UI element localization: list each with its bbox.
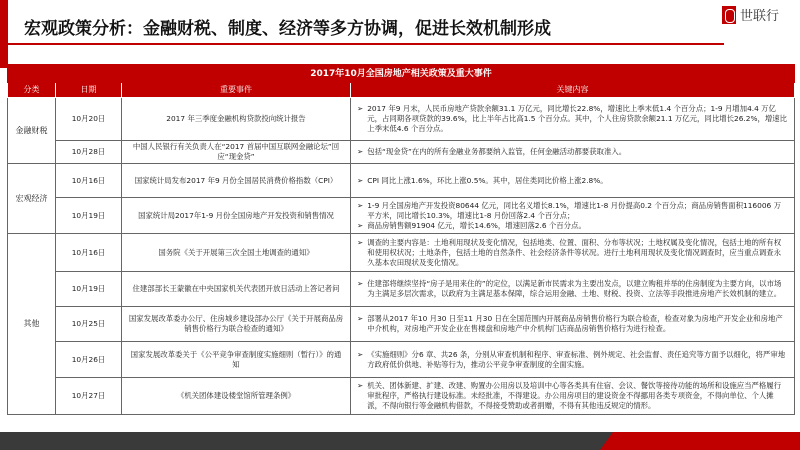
event-cell: 国家统计局发布2017 年9 月份全国居民消费价格指数（CPI） xyxy=(122,164,351,198)
event-cell: 国家发展改革委办公厅、住房城乡建设部办公厅《关于开展商品房销售价格行为联合检查的通知》 xyxy=(122,307,351,342)
bullet-point: ➢ 部署从2017 年10 月30 日至11 月30 日在全国范围内开展商品房销售价格行为联合检查，检查对象为房地产开发企业和房地产中介机构，对房地产开发企业在售楼盘和房地产中介机构门店商品房销售价格行为进行检查。 xyxy=(357,314,783,333)
event-cell: 国务院《关于开展第三次全国土地调查的通知》 xyxy=(122,234,351,272)
column-header-event: 重要事件 xyxy=(122,83,351,98)
content-cell xyxy=(351,272,795,307)
column-header-content: 关键内容 xyxy=(351,83,795,98)
content-cell xyxy=(351,164,795,198)
table-row xyxy=(8,272,795,307)
content-cell xyxy=(351,141,795,164)
date-cell: 10月28日 xyxy=(56,141,122,164)
date-cell: 10月16日 xyxy=(56,164,122,198)
title-underline xyxy=(8,43,724,45)
bullet-point: ➢ 2017 年9 月末，人民币房地产贷款余额31.1 万亿元，同比增长22.8%，增速比上季末低1.4 个百分点；1-9 月增加4.4 万亿元，占同期各项贷款的39.6%，比上半年占比高1.5 个百分点。其中，个人住房贷款余额21.1 万亿元，同比增长26.2%，增速比上季末低4.6 个百分点。 xyxy=(357,104,788,133)
bullet-arrow-icon: ➢ xyxy=(357,381,364,390)
content-cell xyxy=(351,234,795,272)
bullet-point: ➢ 1-9 月全国房地产开发投资80644 亿元，同比名义增长8.1%，增速比1-8 月份提高0.2 个百分点；商品房销售面积116006 万平方米，同比增长10.3%，增速比1-8 月份回落2.4 个百分点； xyxy=(357,200,781,220)
content-cell xyxy=(351,198,795,234)
content-cell xyxy=(351,342,795,378)
category-cell: 宏观经济 xyxy=(8,164,56,234)
bullet-point: ➢ 《实施细则》分6 章、共26 条，分别从审查机制和程序、审查标准、例外规定、社会监督、责任追究等方面予以细化，将严审地方政府低价供地、补贴等行为，推动公平竞争审查制度的全面实施。 xyxy=(357,349,786,369)
table-row xyxy=(8,98,795,141)
event-cell: 《机关团体建设楼堂馆所管理条例》 xyxy=(122,378,351,415)
date-cell: 10月25日 xyxy=(56,307,122,342)
footer-accent xyxy=(600,432,800,450)
bullet-arrow-icon: ➢ xyxy=(357,200,364,210)
bullet-arrow-icon: ➢ xyxy=(357,147,364,156)
bullet-arrow-icon: ➢ xyxy=(357,175,364,185)
column-header-date: 日期 xyxy=(56,83,122,98)
table-row xyxy=(8,198,795,234)
bullet-arrow-icon: ➢ xyxy=(357,237,364,247)
event-cell: 2017 年三季度金融机构贷款投向统计报告 xyxy=(122,98,351,141)
date-cell: 10月27日 xyxy=(56,378,122,415)
date-cell: 10月16日 xyxy=(56,234,122,272)
column-header-category: 分类 xyxy=(8,83,56,98)
bullet-point: ➢ 包括“现金贷”在内的所有金融业务都要纳入监管，任何金融活动都要获取准入。 xyxy=(357,147,627,156)
bullet-arrow-icon: ➢ xyxy=(357,314,364,323)
date-cell: 10月19日 xyxy=(56,272,122,307)
bullet-arrow-icon: ➢ xyxy=(357,279,364,288)
policy-events-table xyxy=(7,64,795,415)
title-accent-bar xyxy=(0,0,8,68)
table-row xyxy=(8,307,795,342)
bullet-point: ➢ 机关、团体新建、扩建、改建、购置办公用房以及培训中心等各类具有住宿、会议、餐饮等接待功能的场所和设施应当严格履行审批程序，严格执行建设标准。未经批准，不得建设。办公用房项目的建设资金不得挪用各类专项资金，不得向单位、个人摊派，不得向银行等金融机构借款，不得接受赞助或者捐赠，不得有其他违反规定的情形。 xyxy=(357,381,782,410)
event-cell: 国家发展改革委关于《公平竞争审查制度实施细则（暂行）》的通知 xyxy=(122,342,351,378)
event-cell: 住建部部长王蒙徽在中央国家机关代表团开放日活动上答记者问 xyxy=(122,272,351,307)
logo-text: 世联行 xyxy=(740,9,780,24)
date-cell: 10月20日 xyxy=(56,98,122,141)
bullet-arrow-icon: ➢ xyxy=(357,220,364,230)
table-row xyxy=(8,234,795,272)
content-cell xyxy=(351,378,795,415)
content-cell xyxy=(351,98,795,141)
date-cell: 10月26日 xyxy=(56,342,122,378)
date-cell: 10月19日 xyxy=(56,198,122,234)
bullet-point: ➢ 商品房销售额91904 亿元，增长14.6%，增速回落2.6 个百分点。 xyxy=(357,220,586,230)
table-row xyxy=(8,141,795,164)
content-cell xyxy=(351,307,795,342)
category-cell: 其他 xyxy=(8,234,56,415)
table-row xyxy=(8,342,795,378)
table-row xyxy=(8,164,795,198)
table-row xyxy=(8,378,795,415)
table-title: 2017年10月全国房地产相关政策及重大事件 xyxy=(8,65,795,83)
event-cell: 国家统计局2017年1-9 月份全国房地产开发投资和销售情况 xyxy=(122,198,351,234)
bullet-point: ➢ CPI 同比上涨1.6%，环比上涨0.5%。其中，居住类同比价格上涨2.8%。 xyxy=(357,175,608,185)
logo xyxy=(722,5,779,24)
bullet-arrow-icon: ➢ xyxy=(357,349,364,359)
bullet-point: ➢ 住建部将继续坚持“房子是用来住的”的定位，以满足新市民需求为主要出发点，以建立购租并举的住房制度为主要方向，以市场为主满足多层次需求，以政府为主满足基本保障，综合运用金融、土地、财税、投资、立法等手段推进房地产长效机制的建立。 xyxy=(357,279,782,298)
page-title: 宏观政策分析：金融财税、制度、经济等多方协调，促进长效机制形成 xyxy=(24,19,551,39)
bullet-arrow-icon: ➢ xyxy=(357,104,364,113)
category-cell: 金融财税 xyxy=(8,98,56,164)
logo-icon xyxy=(722,6,736,24)
event-cell: 中国人民银行有关负责人在“2017 首届中国互联网金融论坛”回应“现金贷” xyxy=(122,141,351,164)
bullet-point: ➢ 调查的主要内容是：土地利用现状及变化情况，包括地类、位置、面积、分布等状况；土地权属及变化情况，包括土地的所有权和使用权状况；土地条件，包括土地的自然条件、社会经济条件等状况。进行土地利用现状及变化情况调查时，应当重点调查永久基本农田现状及变化情况。 xyxy=(357,237,782,267)
